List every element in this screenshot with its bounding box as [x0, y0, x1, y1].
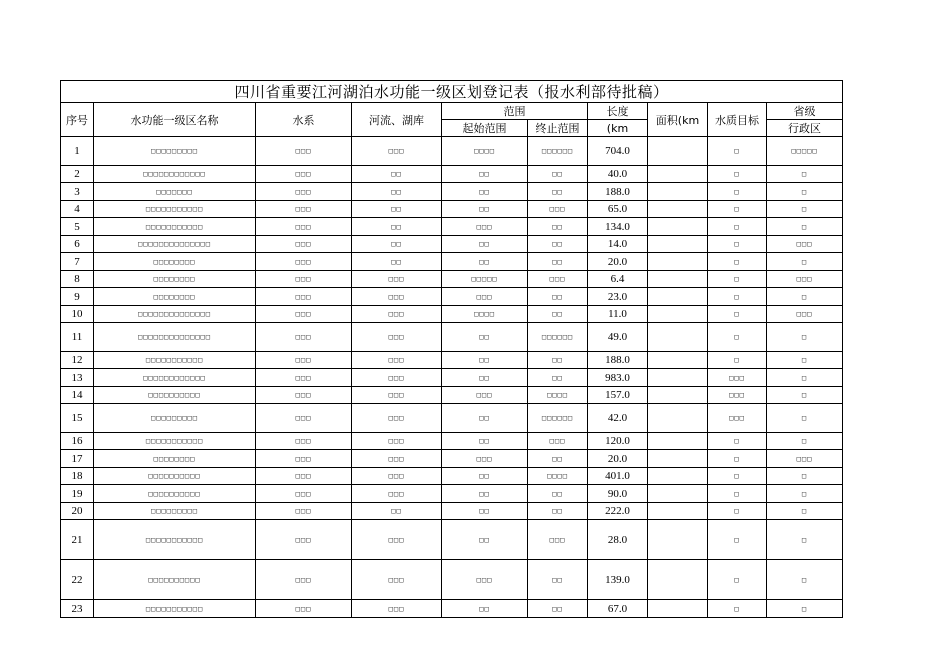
- row-seq: 17: [61, 450, 94, 468]
- row-quality: □: [708, 450, 767, 468]
- row-quality: □: [708, 306, 767, 323]
- row-system: □□□: [256, 600, 352, 618]
- row-seq: 9: [61, 288, 94, 306]
- row-length: 42.0: [588, 404, 648, 433]
- row-province: □: [767, 520, 843, 560]
- row-river: □□: [352, 166, 442, 183]
- row-area: [648, 306, 708, 323]
- row-river: □□: [352, 201, 442, 218]
- row-province: □: [767, 503, 843, 520]
- row-province: □: [767, 352, 843, 369]
- row-seq: 4: [61, 201, 94, 218]
- row-length: 188.0: [588, 183, 648, 201]
- row-start: □□: [442, 236, 528, 253]
- row-area: [648, 166, 708, 183]
- table-row: [61, 253, 843, 271]
- table-row: [61, 218, 843, 236]
- row-name: □□□□□□□□: [94, 450, 256, 468]
- table-row: [61, 520, 843, 560]
- row-name: □□□□□□□□: [94, 271, 256, 288]
- table-title: 四川省重要江河湖泊水功能一级区划登记表（报水利部待批稿）: [61, 81, 843, 103]
- row-name: □□□□□□□□□□□: [94, 218, 256, 236]
- row-seq: 8: [61, 271, 94, 288]
- row-river: □□□: [352, 352, 442, 369]
- row-seq: 1: [61, 137, 94, 166]
- row-seq: 7: [61, 253, 94, 271]
- row-length: 704.0: [588, 137, 648, 166]
- row-length: 14.0: [588, 236, 648, 253]
- header-length-bottom: (km: [588, 120, 648, 137]
- row-province: □: [767, 485, 843, 503]
- row-system: □□□: [256, 166, 352, 183]
- row-length: 49.0: [588, 323, 648, 352]
- row-area: [648, 600, 708, 618]
- table-row: [61, 137, 843, 166]
- row-start: □□: [442, 183, 528, 201]
- row-system: □□□: [256, 560, 352, 600]
- header-name: 水功能一级区名称: [94, 103, 256, 137]
- row-area: [648, 236, 708, 253]
- row-quality: □: [708, 323, 767, 352]
- row-end: □□: [528, 183, 588, 201]
- header-quality: 水质目标: [708, 103, 767, 137]
- row-start: □□□□□: [442, 271, 528, 288]
- row-seq: 19: [61, 485, 94, 503]
- row-length: 188.0: [588, 352, 648, 369]
- row-length: 90.0: [588, 485, 648, 503]
- row-area: [648, 253, 708, 271]
- row-seq: 10: [61, 306, 94, 323]
- row-area: [648, 387, 708, 404]
- row-province: □: [767, 433, 843, 450]
- row-province: □: [767, 468, 843, 485]
- row-province: □□□: [767, 306, 843, 323]
- row-length: 11.0: [588, 306, 648, 323]
- row-seq: 15: [61, 404, 94, 433]
- row-river: □□□: [352, 520, 442, 560]
- row-name: □□□□□□□□□: [94, 137, 256, 166]
- row-seq: 2: [61, 166, 94, 183]
- row-province: □: [767, 183, 843, 201]
- table-row: [61, 166, 843, 183]
- row-name: □□□□□□□□□□□: [94, 600, 256, 618]
- row-start: □□: [442, 485, 528, 503]
- header-system: 水系: [256, 103, 352, 137]
- row-province: □: [767, 369, 843, 387]
- row-area: [648, 369, 708, 387]
- row-name: □□□□□□□□□□□: [94, 433, 256, 450]
- row-area: [648, 137, 708, 166]
- row-system: □□□: [256, 201, 352, 218]
- row-end: □□: [528, 218, 588, 236]
- row-river: □□: [352, 218, 442, 236]
- row-province: □: [767, 560, 843, 600]
- table-row: [61, 503, 843, 520]
- row-seq: 23: [61, 600, 94, 618]
- row-river: □□□: [352, 137, 442, 166]
- table-row: [61, 404, 843, 433]
- row-quality: □: [708, 183, 767, 201]
- row-seq: 11: [61, 323, 94, 352]
- row-river: □□: [352, 253, 442, 271]
- row-name: □□□□□□□□□□□□: [94, 166, 256, 183]
- row-end: □□: [528, 503, 588, 520]
- row-area: [648, 485, 708, 503]
- row-quality: □: [708, 352, 767, 369]
- row-end: □□□: [528, 201, 588, 218]
- row-name: □□□□□□□□□□: [94, 468, 256, 485]
- row-name: □□□□□□□□□□: [94, 485, 256, 503]
- row-name: □□□□□□□□: [94, 253, 256, 271]
- row-seq: 14: [61, 387, 94, 404]
- row-quality: □: [708, 503, 767, 520]
- table-row: [61, 201, 843, 218]
- row-seq: 6: [61, 236, 94, 253]
- table-row: [61, 387, 843, 404]
- row-river: □□□: [352, 468, 442, 485]
- row-end: □□□□: [528, 387, 588, 404]
- table-row: [61, 183, 843, 201]
- row-end: □□: [528, 369, 588, 387]
- row-river: □□□: [352, 323, 442, 352]
- table-row: [61, 369, 843, 387]
- row-end: □□□□: [528, 468, 588, 485]
- row-end: □□: [528, 450, 588, 468]
- header-province-bottom: 行政区: [767, 120, 843, 137]
- row-seq: 3: [61, 183, 94, 201]
- row-river: □□□: [352, 600, 442, 618]
- row-quality: □: [708, 271, 767, 288]
- row-seq: 22: [61, 560, 94, 600]
- row-start: □□: [442, 323, 528, 352]
- row-province: □: [767, 201, 843, 218]
- row-quality: □: [708, 433, 767, 450]
- row-end: □□: [528, 600, 588, 618]
- row-river: □□□: [352, 433, 442, 450]
- table-row: [61, 433, 843, 450]
- row-end: □□: [528, 352, 588, 369]
- row-name: □□□□□□□□□: [94, 503, 256, 520]
- row-name: □□□□□□□□□□□□□□: [94, 323, 256, 352]
- table-row: [61, 306, 843, 323]
- row-river: □□□: [352, 369, 442, 387]
- row-system: □□□: [256, 271, 352, 288]
- row-area: [648, 468, 708, 485]
- row-start: □□: [442, 253, 528, 271]
- row-start: □□□: [442, 218, 528, 236]
- row-river: □□□: [352, 560, 442, 600]
- row-seq: 13: [61, 369, 94, 387]
- row-start: □□: [442, 404, 528, 433]
- row-area: [648, 183, 708, 201]
- row-area: [648, 560, 708, 600]
- row-length: 120.0: [588, 433, 648, 450]
- table-row: [61, 450, 843, 468]
- row-length: 139.0: [588, 560, 648, 600]
- row-end: □□: [528, 306, 588, 323]
- row-seq: 16: [61, 433, 94, 450]
- row-name: □□□□□□□□□□□□□□: [94, 306, 256, 323]
- row-system: □□□: [256, 236, 352, 253]
- row-system: □□□: [256, 306, 352, 323]
- table-row: [61, 288, 843, 306]
- row-area: [648, 218, 708, 236]
- row-end: □□: [528, 236, 588, 253]
- row-system: □□□: [256, 352, 352, 369]
- row-river: □□: [352, 503, 442, 520]
- row-system: □□□: [256, 485, 352, 503]
- row-seq: 21: [61, 520, 94, 560]
- header-start: 起始范围: [442, 120, 528, 137]
- header-range: 范围: [442, 103, 588, 120]
- row-name: □□□□□□□□□□□: [94, 520, 256, 560]
- row-length: 222.0: [588, 503, 648, 520]
- row-river: □□: [352, 183, 442, 201]
- registration-table: [60, 80, 843, 618]
- header-area: 面积(km: [648, 103, 708, 137]
- table-row: [61, 485, 843, 503]
- row-length: 401.0: [588, 468, 648, 485]
- row-province: □: [767, 387, 843, 404]
- row-province: □□□□□: [767, 137, 843, 166]
- row-province: □□□: [767, 450, 843, 468]
- table-row: [61, 236, 843, 253]
- row-quality: □: [708, 560, 767, 600]
- row-length: 40.0: [588, 166, 648, 183]
- row-start: □□: [442, 468, 528, 485]
- row-name: □□□□□□□□□□□□□□: [94, 236, 256, 253]
- row-name: □□□□□□□□□□□□: [94, 369, 256, 387]
- row-start: □□: [442, 433, 528, 450]
- row-name: □□□□□□□□□□: [94, 560, 256, 600]
- row-area: [648, 520, 708, 560]
- row-quality: □: [708, 253, 767, 271]
- row-quality: □: [708, 166, 767, 183]
- row-province: □□□: [767, 236, 843, 253]
- row-system: □□□: [256, 433, 352, 450]
- row-area: [648, 404, 708, 433]
- row-river: □□□: [352, 306, 442, 323]
- row-start: □□: [442, 166, 528, 183]
- row-name: □□□□□□□□□: [94, 404, 256, 433]
- row-province: □: [767, 323, 843, 352]
- row-seq: 18: [61, 468, 94, 485]
- row-length: 134.0: [588, 218, 648, 236]
- row-system: □□□: [256, 520, 352, 560]
- row-end: □□: [528, 253, 588, 271]
- row-quality: □□□: [708, 387, 767, 404]
- row-start: □□: [442, 520, 528, 560]
- row-end: □□□: [528, 433, 588, 450]
- row-system: □□□: [256, 468, 352, 485]
- row-river: □□□: [352, 387, 442, 404]
- row-province: □: [767, 404, 843, 433]
- row-system: □□□: [256, 323, 352, 352]
- row-quality: □: [708, 201, 767, 218]
- row-name: □□□□□□□□□□□: [94, 201, 256, 218]
- row-length: 23.0: [588, 288, 648, 306]
- header-end: 终止范围: [528, 120, 588, 137]
- row-province: □□□: [767, 271, 843, 288]
- row-length: 28.0: [588, 520, 648, 560]
- row-area: [648, 433, 708, 450]
- row-start: □□: [442, 600, 528, 618]
- row-start: □□: [442, 352, 528, 369]
- row-province: □: [767, 600, 843, 618]
- row-length: 6.4: [588, 271, 648, 288]
- row-province: □: [767, 253, 843, 271]
- row-province: □: [767, 218, 843, 236]
- row-system: □□□: [256, 450, 352, 468]
- table-row: [61, 271, 843, 288]
- row-length: 20.0: [588, 450, 648, 468]
- row-end: □□: [528, 560, 588, 600]
- row-end: □□□□□□: [528, 323, 588, 352]
- row-end: □□: [528, 288, 588, 306]
- row-end: □□□□□□: [528, 404, 588, 433]
- row-system: □□□: [256, 183, 352, 201]
- row-length: 983.0: [588, 369, 648, 387]
- row-name: □□□□□□□□□□□: [94, 352, 256, 369]
- row-quality: □: [708, 288, 767, 306]
- row-start: □□: [442, 369, 528, 387]
- row-province: □: [767, 288, 843, 306]
- row-system: □□□: [256, 369, 352, 387]
- row-river: □□□: [352, 485, 442, 503]
- row-river: □□□: [352, 271, 442, 288]
- registration-sheet: [60, 80, 842, 618]
- header-length-top: 长度: [588, 103, 648, 120]
- row-end: □□: [528, 485, 588, 503]
- row-system: □□□: [256, 404, 352, 433]
- row-length: 65.0: [588, 201, 648, 218]
- table-row: [61, 600, 843, 618]
- row-start: □□: [442, 201, 528, 218]
- row-quality: □: [708, 520, 767, 560]
- row-seq: 20: [61, 503, 94, 520]
- row-length: 20.0: [588, 253, 648, 271]
- row-system: □□□: [256, 288, 352, 306]
- row-quality: □: [708, 236, 767, 253]
- row-start: □□: [442, 503, 528, 520]
- row-length: 157.0: [588, 387, 648, 404]
- table-row: [61, 352, 843, 369]
- row-name: □□□□□□□: [94, 183, 256, 201]
- row-river: □□□: [352, 404, 442, 433]
- row-end: □□□□□□: [528, 137, 588, 166]
- row-quality: □: [708, 137, 767, 166]
- row-system: □□□: [256, 387, 352, 404]
- row-quality: □: [708, 600, 767, 618]
- row-system: □□□: [256, 137, 352, 166]
- row-area: [648, 201, 708, 218]
- row-start: □□□: [442, 450, 528, 468]
- table-row: [61, 323, 843, 352]
- row-system: □□□: [256, 218, 352, 236]
- row-end: □□□: [528, 271, 588, 288]
- row-quality: □: [708, 468, 767, 485]
- table-row: [61, 468, 843, 485]
- row-start: □□□: [442, 560, 528, 600]
- row-quality: □□□: [708, 369, 767, 387]
- row-river: □□: [352, 236, 442, 253]
- row-seq: 5: [61, 218, 94, 236]
- table-row: [61, 560, 843, 600]
- row-area: [648, 271, 708, 288]
- row-end: □□□: [528, 520, 588, 560]
- row-start: □□□: [442, 288, 528, 306]
- row-quality: □: [708, 218, 767, 236]
- row-quality: □□□: [708, 404, 767, 433]
- header-province-top: 省级: [767, 103, 843, 120]
- row-start: □□□□: [442, 306, 528, 323]
- header-seq: 序号: [61, 103, 94, 137]
- row-area: [648, 323, 708, 352]
- row-province: □: [767, 166, 843, 183]
- row-system: □□□: [256, 253, 352, 271]
- row-area: [648, 288, 708, 306]
- row-start: □□□: [442, 387, 528, 404]
- row-quality: □: [708, 485, 767, 503]
- row-start: □□□□: [442, 137, 528, 166]
- row-area: [648, 450, 708, 468]
- row-river: □□□: [352, 288, 442, 306]
- row-area: [648, 352, 708, 369]
- row-name: □□□□□□□□: [94, 288, 256, 306]
- header-river: 河流、湖库: [352, 103, 442, 137]
- row-name: □□□□□□□□□□: [94, 387, 256, 404]
- row-length: 67.0: [588, 600, 648, 618]
- row-end: □□: [528, 166, 588, 183]
- row-seq: 12: [61, 352, 94, 369]
- row-system: □□□: [256, 503, 352, 520]
- row-area: [648, 503, 708, 520]
- row-river: □□□: [352, 450, 442, 468]
